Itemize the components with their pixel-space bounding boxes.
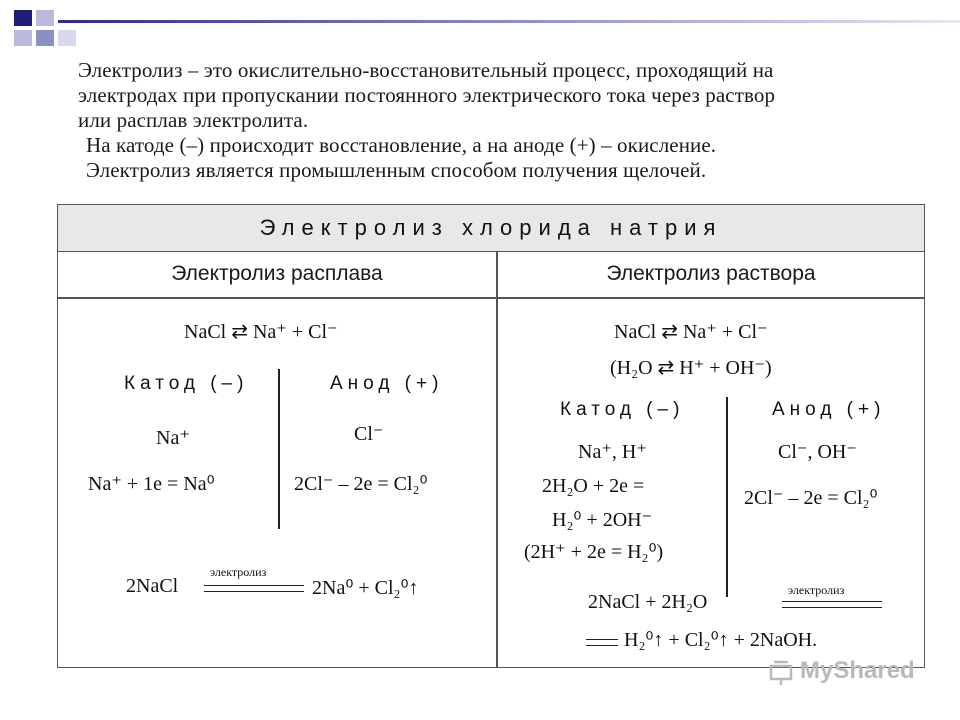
intro-line: Электролиз является промышленным способом получения щелочей.	[86, 158, 707, 182]
header-divider	[58, 297, 924, 299]
solution-electrode-divider	[726, 397, 728, 597]
solution-cathode-equation: 2H₂O + 2e =	[542, 475, 645, 497]
presentation-icon	[768, 660, 796, 686]
melt-dissociation: NaCl ⇄ Na⁺ + Cl⁻	[184, 321, 338, 343]
intro-line: электродах при пропускании постоянного электрического тока через раствор	[78, 83, 776, 107]
solution-cathode-equation: (2H⁺ + 2e = H₂⁰)	[524, 541, 664, 563]
solution-header: Электролиз раствора	[606, 262, 816, 285]
solution-overall-reactants: 2NaCl + 2H₂O	[588, 591, 708, 613]
melt-overall-products: 2Na⁰ + Cl₂⁰↑	[312, 577, 419, 599]
decor-square	[36, 10, 54, 26]
decor-square	[58, 30, 76, 46]
melt-overall-reactants: 2NaCl	[126, 575, 179, 597]
watermark-logo: MyShared	[800, 657, 915, 684]
solution-anode-equation: 2Cl⁻ – 2e = Cl₂⁰	[744, 487, 878, 509]
solution-reaction-sign-continued	[586, 639, 618, 646]
solution-anode-ions: Cl⁻, OH⁻	[778, 441, 857, 463]
solution-electrolysis-label: электролиз	[788, 583, 845, 597]
decor-square	[14, 30, 32, 46]
solution-overall-products: H₂⁰↑ + Cl₂⁰↑ + 2NaOH.	[624, 629, 818, 651]
melt-anode-ion: Cl⁻	[354, 423, 384, 445]
column-divider	[496, 251, 498, 667]
intro-line: На катоде (–) происходит восстановление, а на аноде (+) – окисление.	[86, 133, 717, 157]
intro-line: Электролиз – это окислительно-восстановительный процесс, проходящий на	[78, 58, 774, 82]
melt-electrode-divider	[278, 369, 280, 529]
solution-anode-label: Анод (+)	[772, 399, 886, 420]
intro-text	[78, 58, 938, 183]
table-title: Электролиз хлорида натрия	[58, 205, 924, 252]
electrolysis-table	[57, 204, 925, 668]
melt-cathode-ion: Na⁺	[156, 427, 190, 449]
decor-square	[36, 30, 54, 46]
melt-anode-equation: 2Cl⁻ – 2e = Cl₂⁰	[294, 473, 428, 495]
solution-reaction-sign	[782, 601, 882, 608]
melt-electrolysis-label: электролиз	[210, 565, 267, 579]
solution-dissociation: NaCl ⇄ Na⁺ + Cl⁻	[614, 321, 768, 343]
melt-anode-label: Анод (+)	[330, 373, 444, 394]
solution-cathode-label: Катод (–)	[560, 399, 685, 420]
water-dissociation: (H₂O ⇄ H⁺ + OH⁻)	[610, 357, 772, 379]
decor-square	[14, 10, 32, 26]
solution-cathode-ions: Na⁺, H⁺	[578, 441, 647, 463]
melt-reaction-sign	[204, 585, 304, 592]
melt-cathode-label: Катод (–)	[124, 373, 249, 394]
melt-cathode-equation: Na⁺ + 1e = Na⁰	[88, 473, 215, 495]
header-rule	[58, 20, 960, 23]
melt-header: Электролиз расплава	[171, 262, 383, 285]
intro-line: или расплав электролита.	[78, 108, 309, 132]
solution-cathode-equation: H₂⁰ + 2OH⁻	[552, 509, 653, 531]
